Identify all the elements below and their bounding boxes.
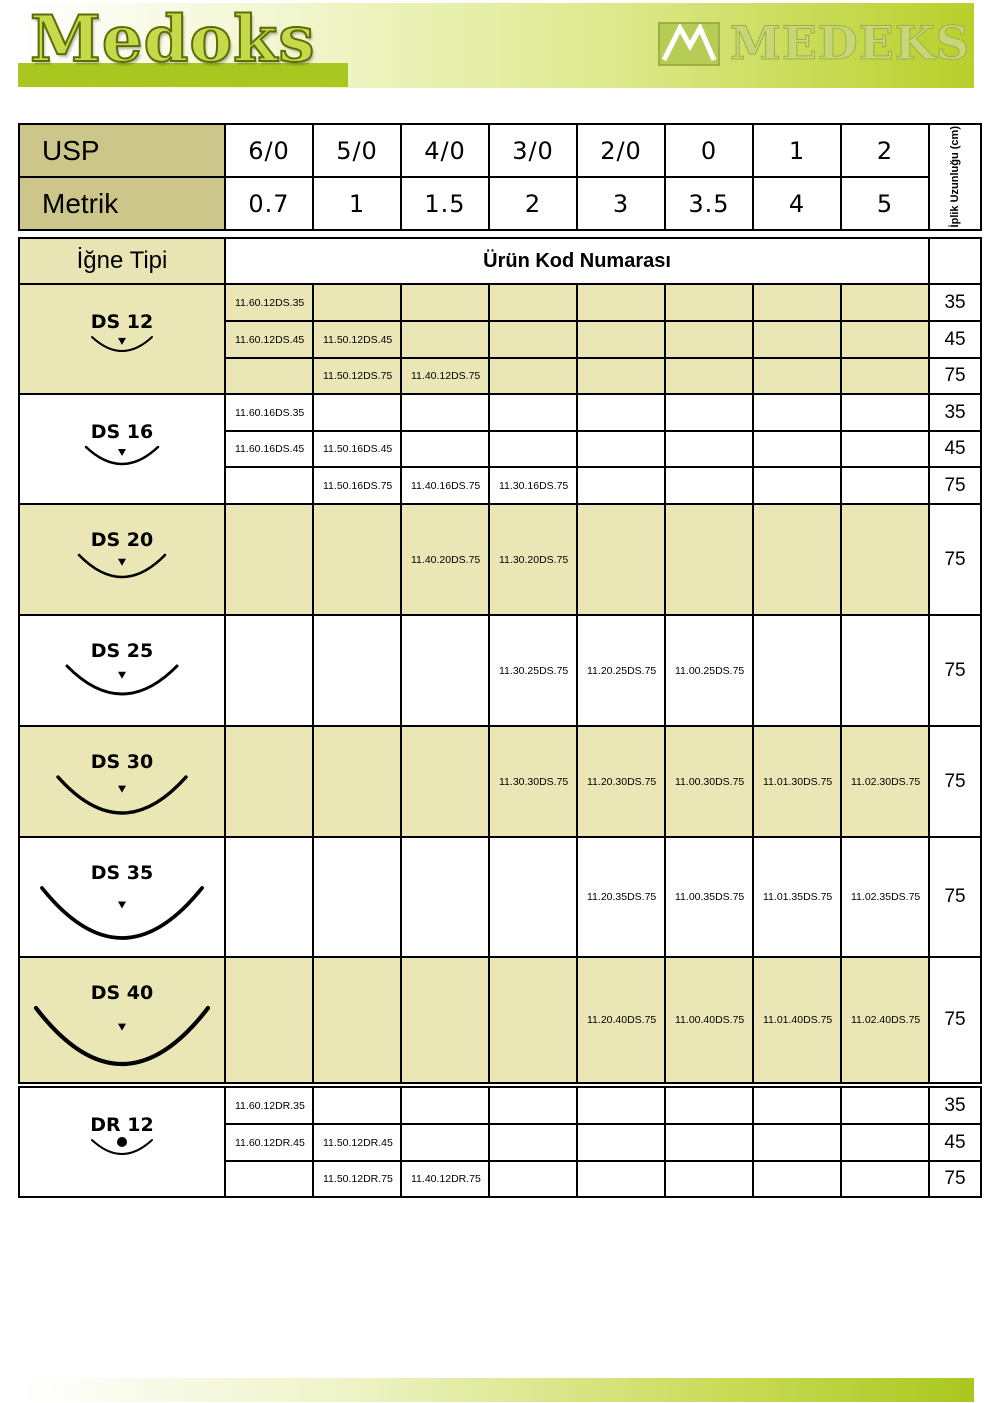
thread-length-cell: 35	[929, 284, 981, 321]
footer-band	[18, 1378, 974, 1402]
usp-value: 3/0	[489, 124, 577, 177]
product-code-cell	[577, 431, 665, 467]
product-code-cell	[841, 504, 929, 615]
thread-length-cell: 45	[929, 1124, 981, 1161]
product-code-cell	[489, 284, 577, 321]
product-code-cell: 11.01.35DS.75	[753, 837, 841, 957]
needle-name: DS 25	[90, 640, 154, 662]
thread-length-cell: 35	[929, 394, 981, 431]
product-code-cell: 11.30.16DS.75	[489, 467, 577, 504]
usp-metric-table	[18, 123, 982, 231]
product-code-cell	[665, 394, 753, 431]
product-code-cell	[489, 321, 577, 358]
needle-name: DS 16	[90, 421, 154, 443]
product-code-cell	[313, 504, 401, 615]
thread-length-cell: 45	[929, 431, 981, 467]
product-code-cell	[753, 321, 841, 358]
product-code-table	[18, 237, 982, 1084]
thread-length-cell: 75	[929, 615, 981, 726]
metric-value: 3.5	[665, 177, 753, 230]
product-code-cell	[401, 726, 489, 837]
product-code-cell	[401, 957, 489, 1083]
usp-value: 2	[841, 124, 929, 177]
product-code-cell	[841, 1161, 929, 1197]
cutting-triangle-icon	[118, 902, 126, 909]
thread-length-cell: 75	[929, 957, 981, 1083]
product-code-cell: 11.50.12DR.45	[313, 1124, 401, 1161]
table-row	[19, 837, 981, 957]
product-code-cell	[665, 1124, 753, 1161]
product-code-cell	[841, 1124, 929, 1161]
product-code-cell: 11.00.25DS.75	[665, 615, 753, 726]
product-code-cell	[225, 1161, 313, 1197]
product-code-cell	[841, 467, 929, 504]
product-code-cell	[665, 504, 753, 615]
product-code-cell: 11.50.12DS.75	[313, 358, 401, 394]
table-row	[19, 615, 981, 726]
product-code-cell	[753, 1087, 841, 1124]
product-code-header: Ürün Kod Numarası	[225, 238, 929, 284]
dr-product-code-table	[18, 1086, 982, 1198]
needle-curve-icon	[76, 443, 168, 482]
needle-type-cell	[19, 726, 225, 837]
product-code-cell	[225, 837, 313, 957]
usp-value: 2/0	[577, 124, 665, 177]
table-row	[19, 284, 981, 321]
usp-label: USP	[19, 124, 225, 177]
product-code-cell	[665, 467, 753, 504]
brand-logo: Medoks	[30, 2, 316, 77]
cutting-triangle-icon	[118, 449, 126, 456]
product-code-cell	[401, 615, 489, 726]
product-code-cell	[489, 358, 577, 394]
needle-type-header: İğne Tipi	[19, 238, 225, 284]
needle-type-cell	[19, 615, 225, 726]
product-code-cell	[401, 837, 489, 957]
product-code-cell	[841, 431, 929, 467]
product-code-cell: 11.60.12DR.35	[225, 1087, 313, 1124]
metric-value: 1.5	[401, 177, 489, 230]
needle-name: DR 12	[90, 1114, 154, 1136]
cutting-triangle-icon	[118, 559, 126, 566]
product-code-cell	[313, 615, 401, 726]
needle-type-cell	[19, 837, 225, 957]
product-code-cell	[313, 1087, 401, 1124]
product-code-cell: 11.02.30DS.75	[841, 726, 929, 837]
product-code-cell	[489, 957, 577, 1083]
product-code-cell	[841, 615, 929, 726]
product-code-cell	[665, 284, 753, 321]
product-code-cell	[489, 431, 577, 467]
needle-curve-icon	[57, 662, 187, 712]
product-code-cell	[753, 431, 841, 467]
product-code-cell	[665, 358, 753, 394]
product-code-cell	[841, 394, 929, 431]
table-row	[19, 504, 981, 615]
thread-length-cell: 75	[929, 504, 981, 615]
product-code-cell	[753, 615, 841, 726]
product-code-cell	[753, 358, 841, 394]
product-code-cell	[841, 284, 929, 321]
product-code-cell: 11.30.20DS.75	[489, 504, 577, 615]
product-code-cell	[841, 358, 929, 394]
product-code-cell	[489, 394, 577, 431]
needle-name: DS 35	[90, 862, 154, 884]
product-code-cell	[577, 504, 665, 615]
product-code-cell	[665, 1161, 753, 1197]
table-header-row	[19, 238, 981, 284]
product-code-cell	[489, 837, 577, 957]
metric-value: 5	[841, 177, 929, 230]
thread-length-cell: 75	[929, 1161, 981, 1197]
product-code-cell	[225, 504, 313, 615]
metric-value: 3	[577, 177, 665, 230]
needle-curve-icon	[48, 773, 196, 831]
usp-value: 1	[753, 124, 841, 177]
usp-value: 5/0	[313, 124, 401, 177]
needle-name: DS 40	[90, 982, 154, 1004]
cutting-triangle-icon	[118, 1024, 126, 1031]
product-code-cell: 11.00.30DS.75	[665, 726, 753, 837]
product-code-cell: 11.40.20DS.75	[401, 504, 489, 615]
product-code-cell	[577, 284, 665, 321]
product-code-cell	[577, 1161, 665, 1197]
product-code-cell	[313, 284, 401, 321]
product-code-cell	[225, 358, 313, 394]
product-code-cell: 11.00.40DS.75	[665, 957, 753, 1083]
product-code-cell: 11.60.12DR.45	[225, 1124, 313, 1161]
needle-curve-icon	[82, 1136, 162, 1172]
product-code-cell	[313, 837, 401, 957]
needle-curve-icon	[32, 884, 212, 956]
product-code-cell	[313, 957, 401, 1083]
product-code-cell: 11.50.16DS.75	[313, 467, 401, 504]
product-code-cell	[577, 1087, 665, 1124]
metric-value: 0.7	[225, 177, 313, 230]
product-code-cell	[225, 957, 313, 1083]
round-body-icon	[117, 1137, 127, 1147]
product-code-cell	[401, 394, 489, 431]
table-row	[19, 1087, 981, 1124]
thread-length-cell: 75	[929, 358, 981, 394]
product-code-cell	[401, 1087, 489, 1124]
product-code-cell	[225, 467, 313, 504]
table-row	[19, 957, 981, 1083]
metric-row	[19, 177, 981, 230]
product-code-cell: 11.60.12DS.45	[225, 321, 313, 358]
product-code-cell	[313, 726, 401, 837]
needle-type-cell	[19, 957, 225, 1083]
product-code-cell	[225, 615, 313, 726]
product-code-cell: 11.60.16DS.45	[225, 431, 313, 467]
thread-length-cell: 45	[929, 321, 981, 358]
product-code-cell: 11.20.40DS.75	[577, 957, 665, 1083]
needle-name: DS 20	[90, 529, 154, 551]
product-code-cell: 11.30.25DS.75	[489, 615, 577, 726]
product-code-cell: 11.30.30DS.75	[489, 726, 577, 837]
product-code-cell: 11.60.12DS.35	[225, 284, 313, 321]
product-code-cell	[401, 1124, 489, 1161]
product-code-cell: 11.00.35DS.75	[665, 837, 753, 957]
product-code-cell	[753, 467, 841, 504]
product-code-cell: 11.01.30DS.75	[753, 726, 841, 837]
thread-length-cell: 75	[929, 467, 981, 504]
product-code-cell: 11.02.35DS.75	[841, 837, 929, 957]
product-code-cell: 11.60.16DS.35	[225, 394, 313, 431]
product-code-cell: 11.40.16DS.75	[401, 467, 489, 504]
product-code-cell	[489, 1124, 577, 1161]
thread-length-label: İplik Uzunluğu (cm)	[948, 126, 961, 228]
needle-type-cell	[19, 1087, 225, 1197]
product-code-cell	[753, 1124, 841, 1161]
thread-length-cell: 35	[929, 1087, 981, 1124]
product-code-cell	[753, 504, 841, 615]
thread-length-header	[929, 124, 981, 230]
product-code-cell: 11.50.12DR.75	[313, 1161, 401, 1197]
product-code-cell	[577, 321, 665, 358]
needle-type-cell	[19, 504, 225, 615]
product-code-cell	[313, 394, 401, 431]
product-code-cell	[489, 1087, 577, 1124]
metric-value: 2	[489, 177, 577, 230]
needle-type-cell	[19, 394, 225, 504]
product-code-cell	[401, 321, 489, 358]
needle-curve-icon	[82, 333, 162, 369]
usp-value: 0	[665, 124, 753, 177]
product-code-cell	[665, 1087, 753, 1124]
product-code-cell: 11.50.12DS.45	[313, 321, 401, 358]
needle-type-cell	[19, 284, 225, 394]
product-code-cell	[577, 394, 665, 431]
product-code-cell: 11.20.25DS.75	[577, 615, 665, 726]
product-code-cell	[841, 1087, 929, 1124]
product-code-cell	[225, 726, 313, 837]
product-code-cell	[577, 1124, 665, 1161]
product-code-cell	[841, 321, 929, 358]
product-code-cell	[489, 1161, 577, 1197]
product-code-cell	[577, 467, 665, 504]
product-code-cell	[665, 431, 753, 467]
product-code-cell: 11.20.35DS.75	[577, 837, 665, 957]
cutting-triangle-icon	[118, 672, 126, 679]
company-logo: MEDEKS	[729, 16, 970, 70]
product-code-cell	[665, 321, 753, 358]
usp-row	[19, 124, 981, 177]
empty-header-cell	[929, 238, 981, 284]
company-logo-mark	[658, 22, 720, 66]
product-code-cell	[753, 1161, 841, 1197]
metric-label: Metrik	[19, 177, 225, 230]
cutting-triangle-icon	[118, 338, 126, 345]
needle-curve-icon	[69, 551, 175, 595]
product-code-cell: 11.02.40DS.75	[841, 957, 929, 1083]
needle-name: DS 12	[90, 311, 154, 333]
usp-value: 6/0	[225, 124, 313, 177]
thread-length-cell: 75	[929, 726, 981, 837]
product-code-cell	[401, 431, 489, 467]
product-code-cell: 11.40.12DR.75	[401, 1161, 489, 1197]
product-code-cell	[577, 358, 665, 394]
product-code-cell: 11.40.12DS.75	[401, 358, 489, 394]
product-code-cell	[753, 284, 841, 321]
usp-value: 4/0	[401, 124, 489, 177]
table-row	[19, 394, 981, 431]
product-code-cell	[753, 394, 841, 431]
table-row	[19, 726, 981, 837]
product-code-cell: 11.01.40DS.75	[753, 957, 841, 1083]
thread-length-cell: 75	[929, 837, 981, 957]
metric-value: 4	[753, 177, 841, 230]
needle-curve-icon	[26, 1004, 218, 1082]
needle-name: DS 30	[90, 751, 154, 773]
product-code-cell: 11.20.30DS.75	[577, 726, 665, 837]
metric-value: 1	[313, 177, 401, 230]
cutting-triangle-icon	[118, 786, 126, 793]
product-code-cell	[401, 284, 489, 321]
product-code-cell: 11.50.16DS.45	[313, 431, 401, 467]
